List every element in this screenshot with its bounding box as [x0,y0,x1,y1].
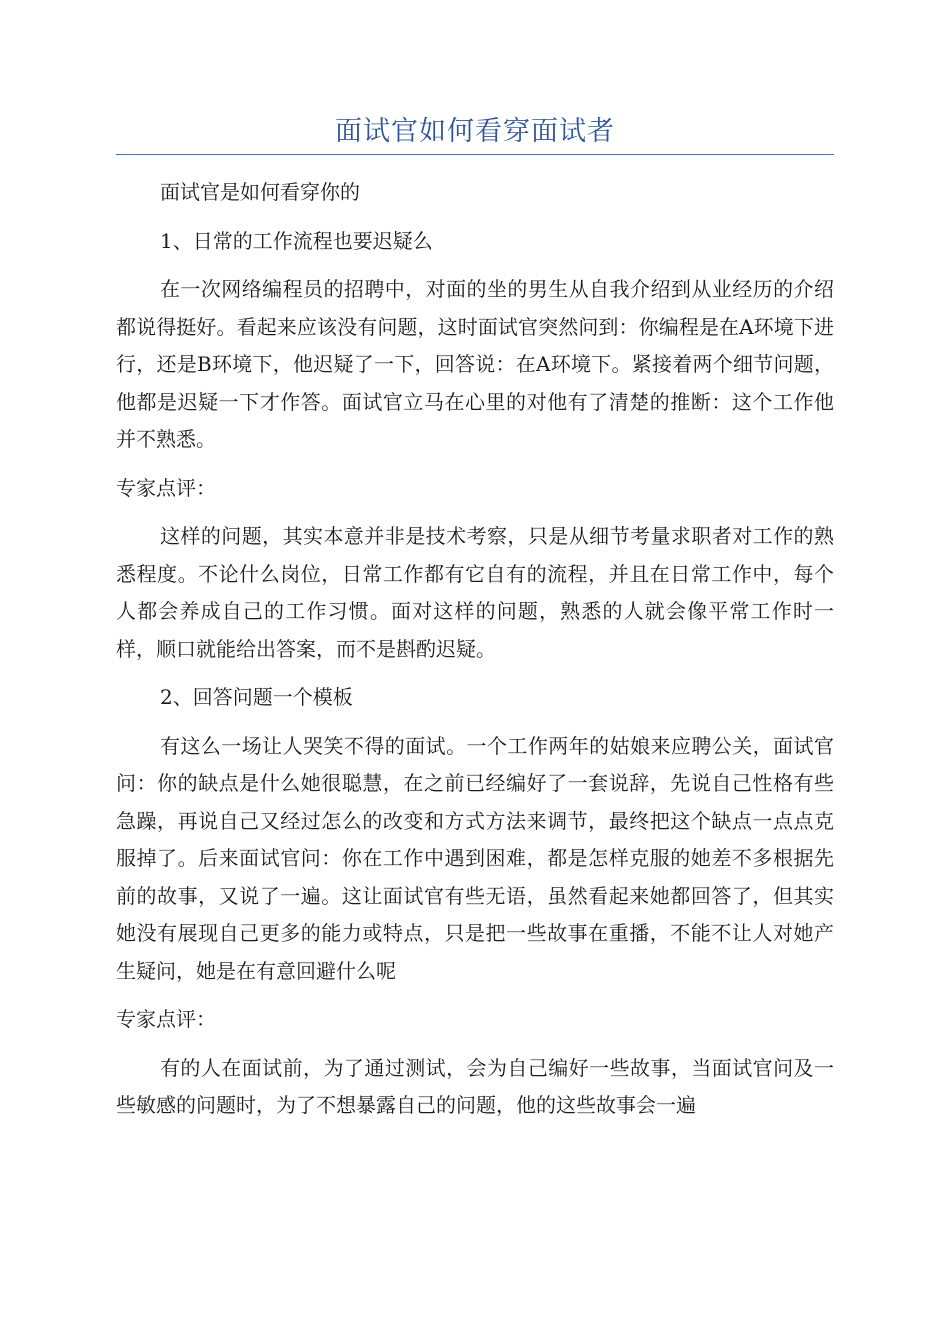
paragraph-heading-2: 2、回答问题一个模板 [160,685,353,709]
paragraph-intro: 面试官是如何看穿你的 [160,180,360,204]
paragraph-heading-1: 1、日常的工作流程也要迟疑么 [160,228,433,253]
title-underline [116,154,834,155]
document-body [116,174,834,1125]
paragraph-expert-label-1: 专家点评： [116,475,216,500]
paragraph-expert-label-2: 专家点评： [116,1007,216,1031]
paragraph-expert-comment-2: 有的人在面试前，为了通过测试，会为自己编好一些故事，当面试官问及一些敏感的问题时，为了不想暴露自己的问题，他的这些故事会一遍 [116,1055,834,1117]
paragraph-story-1: 在一次网络编程员的招聘中，对面的坐的男生从自我介绍到从业经历的介绍都说得挺好。看起来应该没有问题，这时面试官突然问到：你编程是在A环境下进行，还是B环境下，他迟疑了一下，回答说：在A环境下。紧接着两个细节问题，他都是迟疑一下才作答。面试官立马在心里的对他有了清楚的推断：这个工作他并不熟悉。 [116,277,834,451]
paragraph-expert-comment-1: 这样的问题，其实本意并非是技术考察，只是从细节考量求职者对工作的熟悉程度。不论什么岗位，日常工作都有它自有的流程，并且在日常工作中，每个人都会养成自己的工作习惯。面对这样的问题，熟悉的人就会像平常工作时一样，顺口就能给出答案，而不是斟酌迟疑。 [116,524,834,661]
document-title: 面试官如何看穿面试者 [335,116,615,147]
paragraph-story-2: 有这么一场让人哭笑不得的面试。一个工作两年的姑娘来应聘公关，面试官问：你的缺点是什么她很聪慧，在之前已经编好了一套说辞，先说自己性格有些急躁，再说自己又经过怎么的改变和方式方法来调节，最终把这个缺点一点点克服掉了。后来面试官问：你在工作中遇到困难，都是怎样克服的她差不多根据先前的故事，又说了一遍。这让面试官有些无语，虽然看起来她都回答了，但其实她没有展现自己更多的能力或特点，只是把一些故事在重播，不能不让人对她产生疑问，她是在有意回避什么呢 [116,733,834,983]
